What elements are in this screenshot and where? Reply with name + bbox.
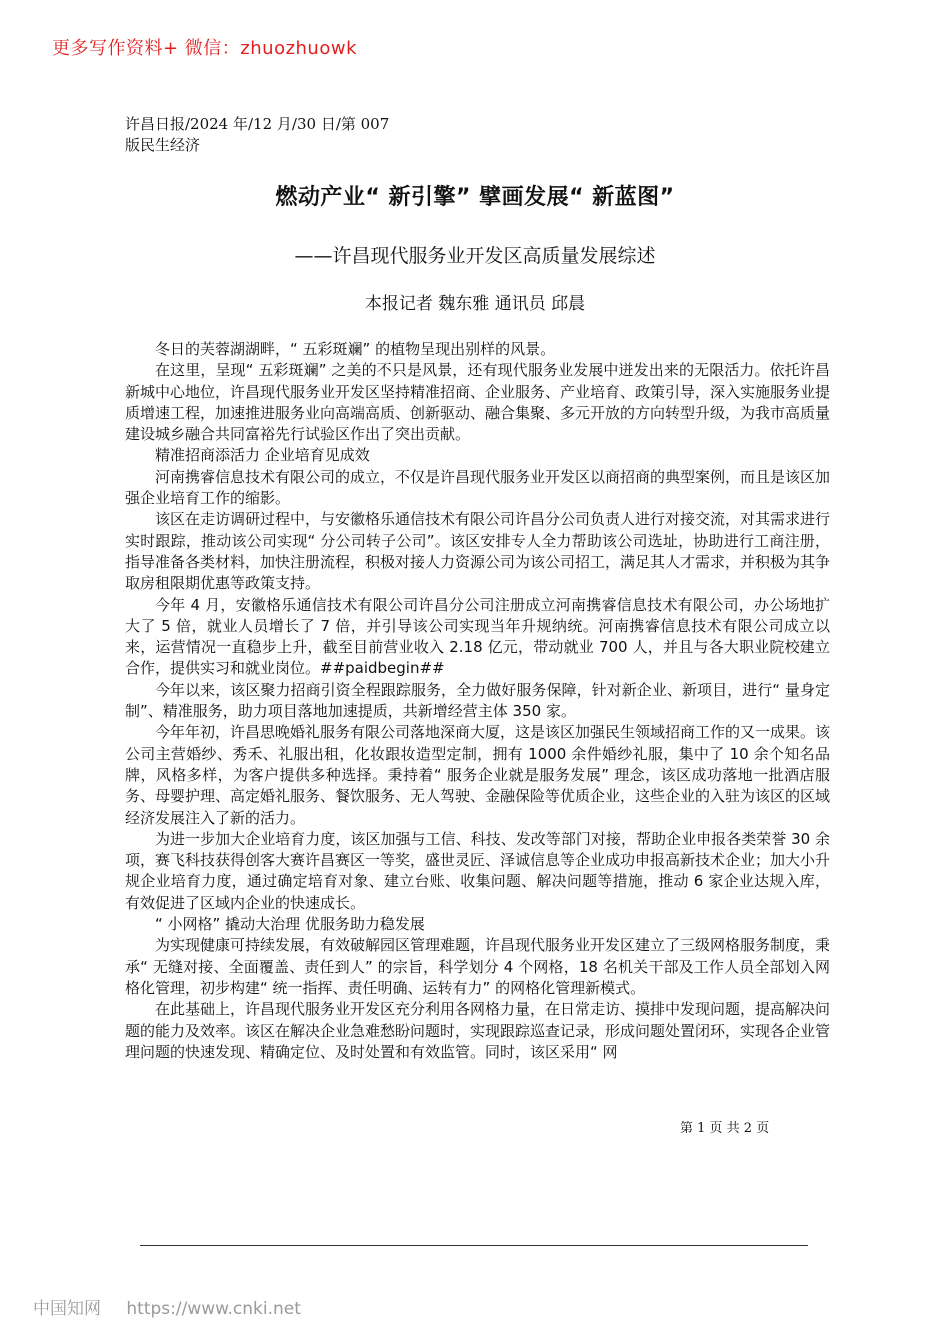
watermark-brand: 中国知网 [33,1299,101,1319]
paragraph: 在此基础上，许昌现代服务业开发区充分利用各网格力量，在日常走访、摸排中发现问题，提高解决问题的能力及效率。该区在解决企业急难愁盼问题时，实现跟踪巡查记录，形成问题处置闭环，实现各企业管理问题的快速发现、精确定位、及时处置和有效监管。同时，该区采用“ 网 [125,1000,831,1061]
section-heading: 精准招商添活力 企业培育见成效 [155,446,370,465]
paragraph: 河南携睿信息技术有限公司的成立，不仅是许昌现代服务业开发区以商招商的典型案例，而且是该区加强企业培育工作的缩影。 [125,467,831,508]
paragraph: 在这里，呈现“ 五彩斑斓” 之美的不只是风景，还有现代服务业发展中迸发出来的无限活力。依托许昌新城中心地位，许昌现代服务业开发区坚持精准招商、企业服务、产业培育、政策引导，深入实施服务业提质增速工程，加速推进服务业向高端高质、创新驱动、融合集聚、多元开放的方向转型升级，为我市高质量建设城乡融合共同富裕先行试验区作出了突出贡献。 [125,361,831,444]
paragraph: 冬日的芙蓉湖湖畔，“ 五彩斑斓” 的植物呈现出别样的风景。 [155,340,556,358]
article-title: 燃动产业“ 新引擎” 擘画发展“ 新蓝图” [275,185,675,210]
article-subtitle: ——许昌现代服务业开发区高质量发展综述 [294,245,656,267]
source-line: 版民生经济 [125,136,201,154]
article-body [125,339,830,1063]
paragraph: 今年 4 月，安徽格乐通信技术有限公司许昌分公司注册成立河南携睿信息技术有限公司，办公场地扩大了 5 倍，就业人员增长了 7 倍，并引导该公司实现当年升规纳统。河南携睿信息技术有限公司成立以来，运营情况一直稳步上升，截至目前营业收入 2.18 亿元，带动就业 700 人，并且与各大职业院校建立合作，提供实习和就业岗位。##paidbegin## [125,595,830,678]
cnki-watermark [33,1294,301,1319]
section-heading: “ 小网格” 撬动大治理 优服务助力稳发展 [155,915,425,934]
watermark-url: https://www.cnki.net [126,1299,301,1319]
paragraph: 为进一步加大企业培育力度，该区加强与工信、科技、发改等部门对接，帮助企业申报各类荣誉 30 余项，赛飞科技获得创客大赛许昌赛区一等奖，盛世灵匠、泽诚信息等企业成功申报高新技术企业；加大小升规企业培育力度，通过确定培育对象、建立台账、收集问题、解决问题等措施，推动 6 家企业达规入库，有效促进了区域内企业的快速成长。 [125,829,831,912]
paragraph: 今年年初，许昌思晚婚礼服务有限公司落地深商大厦，这是该区加强民生领域招商工作的又一成果。该公司主营婚纱、秀禾、礼服出租，化妆跟妆造型定制，拥有 1000 余件婚纱礼服，集中了 10 余个知名品牌，风格多样，为客户提供多种选择。秉持着“ 服务企业就是服务发展” 理念，该区成功落地一批酒店服务、母婴护理、高定婚礼服务、餐饮服务、无人驾驶、金融保险等优质企业，这些企业的入驻为该区的区域经济发展注入了新的活力。 [125,723,831,827]
paragraph: 该区在走访调研过程中，与安徽格乐通信技术有限公司许昌分公司负责人进行对接交流，对其需求进行实时跟踪，推动该公司实现“ 分公司转子公司”。该区安排专人全力帮助该公司选址，协助进行工商注册，指导准备各类材料，加快注册流程，积极对接人力资源公司为该公司招工，满足其人才需求，并积极为其争取房租限期优惠等政策支持。 [125,510,831,593]
promo-banner: 更多写作资料+ 微信：zhuozhuowk [52,38,358,59]
article-source [125,114,425,156]
page-number: 第 1 页 共 2 页 [680,1121,770,1136]
footer-divider [140,1245,808,1246]
source-line: 许昌日报/2024 年/12 月/30 日/第 007 [125,115,390,133]
paragraph: 为实现健康可持续发展，有效破解园区管理难题，许昌现代服务业开发区建立了三级网格服务制度，秉承“ 无缝对接、全面覆盖、责任到人” 的宗旨，科学划分 4 个网格，18 名机关干部及工作人员全部划入网格化管理，初步构建“ 统一指挥、责任明确、运转有力” 的网格化管理新模式。 [125,936,831,997]
article-byline: 本报记者 魏东雅 通讯员 邱晨 [364,294,586,314]
paragraph: 今年以来，该区聚力招商引资全程跟踪服务，全力做好服务保障，针对新企业、新项目，进行“ 量身定制”、精准服务，助力项目落地加速提质，共新增经营主体 350 家。 [125,680,830,721]
